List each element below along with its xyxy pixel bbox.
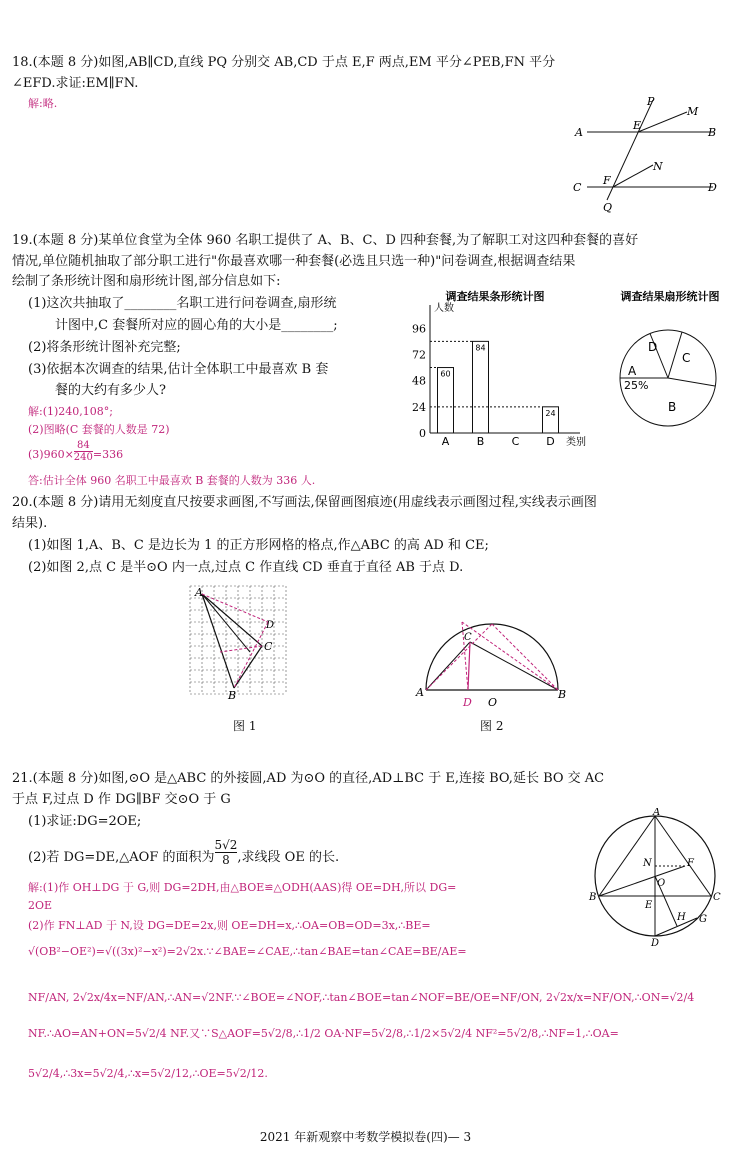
label-a: A bbox=[575, 126, 583, 139]
label-p: P bbox=[647, 95, 655, 108]
caption-fig2: 图 2 bbox=[480, 719, 504, 733]
q18-figure bbox=[565, 92, 725, 222]
bar-B bbox=[473, 341, 489, 433]
caption-fig1: 图 1 bbox=[233, 719, 257, 733]
line-pq bbox=[607, 100, 653, 200]
q21-ans-c: (2)作 FN⊥AD 于 N,设 DG=DE=2x,则 OE=DH=x,∴OA=OB=OD=3x,∴BE= bbox=[28, 919, 431, 932]
x-tick-A: A bbox=[441, 435, 450, 448]
label-c: C bbox=[573, 181, 582, 194]
aux-b bbox=[462, 622, 558, 690]
line-fn bbox=[613, 165, 653, 187]
fig2-label-d: D bbox=[463, 696, 472, 709]
pie-divider-2 bbox=[668, 332, 682, 378]
q19-ans4: 答:估计全体 960 名职工中最喜欢 B 套餐的人数为 336 人. bbox=[28, 474, 316, 487]
fig2-label-a: A bbox=[416, 686, 424, 699]
semicircle-arc bbox=[426, 624, 558, 690]
label-f: F bbox=[603, 174, 611, 187]
q20-sub2: (2)如图 2,点 C 是半⊙O 内一点,过点 C 作直线 CD 垂直于直径 AB 于点 D. bbox=[28, 560, 464, 575]
line-bf bbox=[599, 866, 685, 896]
pie-label-b: B bbox=[668, 400, 677, 414]
fig2-label-o: O bbox=[488, 696, 498, 709]
q21-figure bbox=[585, 808, 725, 948]
q21-label-c: C bbox=[713, 892, 721, 903]
perp-cd bbox=[468, 642, 470, 690]
q21-sub1: (1)求证:DG=2OE; bbox=[28, 814, 142, 829]
fig1-label-c: C bbox=[264, 640, 273, 653]
side-ab bbox=[599, 816, 655, 896]
pie-label-d: D bbox=[648, 340, 658, 354]
q20-sub1: (1)如图 1,A、B、C 是边长为 1 的正方形网格的格点,作△ABC 的高 AD 和 CE; bbox=[28, 538, 489, 553]
label-m: M bbox=[687, 105, 699, 118]
q21-ans-g: 5√2/4,∴3x=5√2/4,∴x=5√2/12,∴OE=5√2/12. bbox=[28, 1067, 268, 1080]
q18-line1: 18.(本题 8 分)如图,AB∥CD,直线 PQ 分别交 AB,CD 于点 E,F 两点,EM 平分∠PEB,FN 平分 bbox=[12, 55, 556, 70]
q21-label-n: N bbox=[643, 858, 652, 869]
pie-label-c: C bbox=[682, 351, 691, 365]
y-axis-label: 人数 bbox=[434, 303, 454, 314]
data-label-B: 84 bbox=[475, 343, 486, 353]
q21-ans-d: √(OB²−OE²)=√((3x)²−x²)=2√2x.∵∠BAE=∠CAE,∴tan∠BAE=tan∠CAE=BE/AE= bbox=[28, 945, 467, 958]
q19-line3: 绘制了条形统计图和扇形统计图,部分信息如下: bbox=[12, 274, 281, 289]
q21-ans-b: 2OE bbox=[28, 899, 53, 912]
data-label-D: 24 bbox=[545, 408, 556, 418]
q19-sub3b: 餐的大约有多少人? bbox=[55, 383, 166, 398]
y-tick-96: 96 bbox=[412, 322, 426, 336]
q20-line2: 结果). bbox=[12, 516, 48, 531]
y-tick-24: 24 bbox=[412, 400, 426, 414]
q20-line1: 20.(本题 8 分)请用无刻度直尺按要求画图,不写画法,保留画图痕迹(用虚线表示画图过程,实线表示画图 bbox=[12, 495, 597, 510]
data-label-A: 60 bbox=[440, 369, 451, 379]
fig1-label-b: B bbox=[228, 689, 237, 702]
q21-label-g: G bbox=[699, 914, 707, 925]
q19-ans2: (2)图略(C 套餐的人数是 72) bbox=[28, 423, 170, 436]
page-footer: 2021 年新观察中考数学模拟卷(四)— 3 bbox=[259, 1130, 472, 1144]
q21-line1: 21.(本题 8 分)如图,⊙O 是△ABC 的外接圆,AD 为⊙O 的直径,AD⊥BC 于 E,连接 BO,延长 BO 交 AC bbox=[12, 771, 605, 786]
q19-ans1: 解:(1)240,108°; bbox=[28, 405, 113, 418]
x-tick-D: D bbox=[546, 435, 555, 448]
fig1-label-d: D bbox=[266, 620, 275, 631]
bar-chart-title: 调查结果条形统计图 bbox=[445, 290, 545, 303]
aux-d bbox=[492, 624, 558, 690]
label-n: N bbox=[653, 160, 663, 173]
pie-divider-3 bbox=[668, 378, 715, 386]
q21-label-b: B bbox=[589, 892, 597, 903]
q18-line2: ∠EFD.求证:EM∥FN. bbox=[12, 76, 139, 91]
q19-ans3: (3)960× $\frac{84}{240}$ =336 bbox=[28, 439, 124, 463]
line-bc bbox=[470, 642, 558, 690]
fig1-label-a: A bbox=[195, 586, 203, 599]
aux-a bbox=[426, 624, 492, 690]
q21-ans-a: 解:(1)作 OH⊥DG 于 G,则 DG=2DH,由△BOE≌△ODH(AAS)得 OE=DH,所以 DG= bbox=[28, 881, 457, 894]
x-tick-C: C bbox=[511, 435, 520, 448]
q21-ans-f: NF.∴AO=AN+ON=5√2/4 NF.又∵S△AOF=5√2/8,∴1/2 OA·NF=5√2/8,∴1/2×5√2/4 NF²=5√2/8,∴NF=1,∴OA= bbox=[28, 1027, 619, 1040]
pie-label-a: A bbox=[628, 364, 637, 378]
chord-dg bbox=[655, 918, 697, 936]
y-tick-72: 72 bbox=[412, 348, 426, 362]
q21-label-h: H bbox=[677, 912, 686, 923]
q20-figure-1 bbox=[180, 582, 300, 712]
q21-label-e: E bbox=[645, 900, 653, 911]
q21-label-d: D bbox=[651, 938, 660, 948]
label-b: B bbox=[708, 126, 717, 139]
y-tick-0: 0 bbox=[419, 427, 426, 440]
q21-label-f: F bbox=[687, 858, 694, 869]
x-axis-label: 类别 bbox=[566, 437, 586, 448]
q20-figure-2 bbox=[412, 612, 572, 712]
bar-chart bbox=[400, 288, 590, 448]
q18-answer: 解:略. bbox=[28, 97, 58, 110]
pie-chart-title: 调查结果扇形统计图 bbox=[620, 290, 720, 303]
q21-sub2: (2)若 DG=DE,△AOF 的面积为 $\frac{5√2}{8}$ ,求线段 OE 的长. bbox=[28, 838, 340, 867]
pie-chart bbox=[600, 288, 730, 448]
q21-ans-e: NF/AN, 2√2x/4x=NF/AN,∴AN=√2NF.∵∠BOE=∠NOF,∴tan∠BOE=tan∠NOF=BE/OE=NF/ON, 2√2x/x=NF/ON,∴ON=√2/4 bbox=[28, 991, 695, 1004]
q21-line2: 于点 F,过点 D 作 DG∥BF 交⊙O 于 G bbox=[12, 792, 231, 807]
label-q: Q bbox=[603, 201, 613, 214]
fig2-label-b: B bbox=[558, 688, 567, 701]
aux-line-2 bbox=[234, 622, 268, 688]
x-tick-B: B bbox=[476, 435, 485, 448]
q21-label-o: O bbox=[657, 878, 666, 889]
line-em bbox=[638, 112, 687, 132]
q19-line2: 情况,单位随机抽取了部分职工进行"你最喜欢哪一种套餐(必选且只选一种)"问卷调查,根据调查结果 bbox=[12, 254, 576, 269]
q21-label-a: A bbox=[653, 808, 661, 818]
label-e: E bbox=[633, 119, 642, 132]
y-tick-48: 48 bbox=[412, 374, 426, 388]
q19-sub1b: 计图中,C 套餐所对应的圆心角的大小是________; bbox=[55, 318, 338, 333]
q19-line1: 19.(本题 8 分)某单位食堂为全体 960 名职工提供了 A、B、C、D 四种套餐,为了解职工对这四种套餐的喜好 bbox=[12, 233, 639, 248]
pie-label-pct: 25% bbox=[624, 379, 649, 392]
q19-sub3a: (3)依据本次调查的结果,估计全体职工中最喜欢 B 套 bbox=[28, 362, 329, 377]
q19-sub1a: (1)这次共抽取了________名职工进行问卷调查,扇形统 bbox=[28, 296, 337, 311]
label-d: D bbox=[708, 181, 717, 194]
fig2-label-c: C bbox=[464, 632, 472, 643]
line-ac bbox=[426, 642, 470, 690]
q19-sub2: (2)将条形统计图补充完整; bbox=[28, 340, 181, 355]
